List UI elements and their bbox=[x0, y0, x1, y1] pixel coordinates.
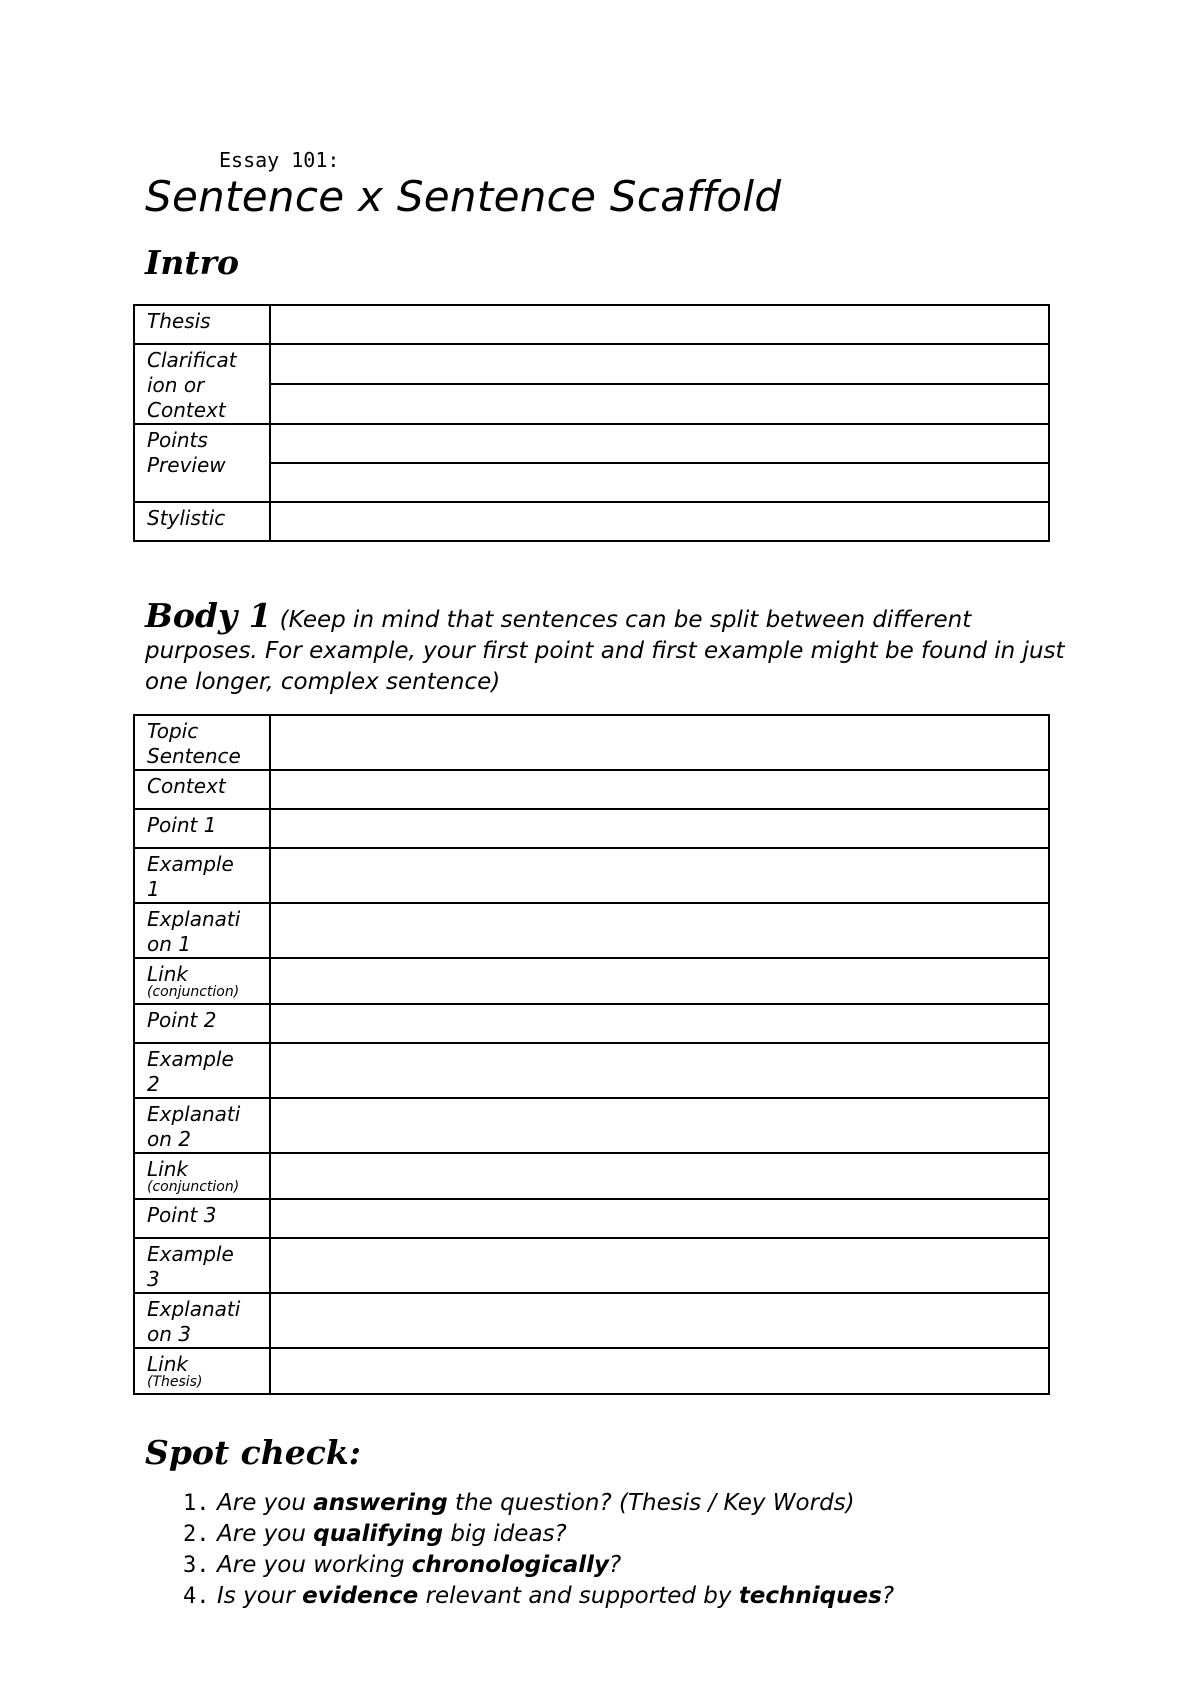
body1-row bbox=[134, 1238, 1049, 1293]
body1-row bbox=[134, 770, 1049, 809]
body1-row-label-sub: (conjunction) bbox=[147, 984, 240, 1000]
body1-row-input[interactable] bbox=[270, 1293, 1049, 1348]
body1-row bbox=[134, 1293, 1049, 1348]
body1-row-input[interactable] bbox=[270, 903, 1049, 958]
body1-note: (Keep in mind that sentences can be split between different purposes. For example, your first point and first example might be found in just one longer, complex sentence) bbox=[145, 607, 1065, 695]
page-title: Sentence x Sentence Scaffold bbox=[145, 172, 782, 221]
intro-label-stylistic: Stylistic bbox=[134, 502, 270, 541]
body1-row-label-text: Point 2 bbox=[147, 1008, 217, 1032]
body1-row-label-sub: (conjunction) bbox=[147, 1179, 240, 1195]
intro-heading: Intro bbox=[145, 243, 240, 282]
body1-row-label-text: Point 1 bbox=[147, 813, 217, 837]
spot-check-item: 3. Are you working chronologically? bbox=[183, 1552, 622, 1578]
body1-row-label-text: Link bbox=[147, 962, 188, 986]
spot-check-item: 2. Are you qualifying big ideas? bbox=[183, 1521, 567, 1547]
body1-row-input[interactable] bbox=[270, 1153, 1049, 1199]
body1-row-input[interactable] bbox=[270, 1098, 1049, 1153]
body1-row-label-text: Topic Sentence bbox=[147, 719, 241, 768]
body1-row-label-sub: (Thesis) bbox=[147, 1374, 203, 1390]
body1-row-input[interactable] bbox=[270, 1348, 1049, 1394]
intro-row-stylistic bbox=[134, 502, 1049, 541]
intro-points-preview-input-1[interactable] bbox=[271, 425, 1048, 462]
body1-row bbox=[134, 715, 1049, 770]
body1-row-label bbox=[134, 1293, 270, 1348]
body1-row-input[interactable] bbox=[270, 1043, 1049, 1098]
essay-kicker: Essay 101: bbox=[219, 148, 340, 172]
intro-points-preview-cell bbox=[270, 424, 1049, 502]
spot-check-list bbox=[183, 1488, 894, 1612]
body1-row-input[interactable] bbox=[270, 848, 1049, 903]
body1-row-label-text: Context bbox=[147, 774, 226, 798]
body1-row-input[interactable] bbox=[270, 1238, 1049, 1293]
body1-row-label bbox=[134, 848, 270, 903]
body1-row-input[interactable] bbox=[270, 1004, 1049, 1043]
body1-row-label-text: Example 2 bbox=[147, 1047, 234, 1096]
spot-check-heading: Spot check: bbox=[145, 1433, 361, 1472]
body1-row-label bbox=[134, 1238, 270, 1293]
body1-row-label-text: Explanati on 3 bbox=[147, 1297, 241, 1346]
body1-heading-block bbox=[145, 596, 1065, 698]
intro-points-preview-input-2[interactable] bbox=[271, 462, 1048, 501]
body1-row-label bbox=[134, 809, 270, 848]
body1-row bbox=[134, 958, 1049, 1004]
intro-stylistic-input[interactable] bbox=[270, 502, 1049, 541]
body1-row-label-text: Link bbox=[147, 1352, 188, 1376]
body1-row-label bbox=[134, 770, 270, 809]
body1-row-label bbox=[134, 1348, 270, 1394]
intro-thesis-input[interactable] bbox=[270, 305, 1049, 344]
body1-heading: Body 1 bbox=[145, 596, 272, 635]
body1-row bbox=[134, 1004, 1049, 1043]
spot-check-item: 4. Is your evidence relevant and supported by techniques? bbox=[183, 1583, 895, 1609]
body1-row-label bbox=[134, 958, 270, 1004]
intro-row-thesis bbox=[134, 305, 1049, 344]
intro-row-points-preview bbox=[134, 424, 1049, 502]
body1-row bbox=[134, 809, 1049, 848]
body1-row-label-text: Explanati on 2 bbox=[147, 1102, 241, 1151]
intro-row-clarification bbox=[134, 344, 1049, 424]
body1-table bbox=[133, 714, 1050, 1395]
intro-clarification-input-2[interactable] bbox=[271, 383, 1048, 423]
body1-row bbox=[134, 1153, 1049, 1199]
body1-row-label bbox=[134, 1199, 270, 1238]
body1-row bbox=[134, 1043, 1049, 1098]
body1-row-label-text: Example 1 bbox=[147, 852, 234, 901]
spot-check-item: 1. Are you answering the question? (Thesis / Key Words) bbox=[183, 1490, 855, 1516]
body1-row-label-text: Example 3 bbox=[147, 1242, 234, 1291]
body1-row-label bbox=[134, 1004, 270, 1043]
intro-clarification-input-1[interactable] bbox=[271, 345, 1048, 383]
body1-row-label-text: Explanati on 1 bbox=[147, 907, 241, 956]
body1-row-input[interactable] bbox=[270, 715, 1049, 770]
intro-table bbox=[133, 304, 1050, 542]
body1-row bbox=[134, 1348, 1049, 1394]
intro-label-clarification: Clarificat ion or Context bbox=[134, 344, 270, 424]
intro-label-points-preview: Points Preview bbox=[134, 424, 270, 502]
body1-row-label-text: Link bbox=[147, 1157, 188, 1181]
intro-clarification-cell bbox=[270, 344, 1049, 424]
body1-row bbox=[134, 1199, 1049, 1238]
body1-row-input[interactable] bbox=[270, 770, 1049, 809]
body1-row-label bbox=[134, 1043, 270, 1098]
body1-row-input[interactable] bbox=[270, 1199, 1049, 1238]
body1-row-input[interactable] bbox=[270, 958, 1049, 1004]
body1-row-label-text: Point 3 bbox=[147, 1203, 217, 1227]
body1-row bbox=[134, 1098, 1049, 1153]
body1-row-input[interactable] bbox=[270, 809, 1049, 848]
body1-row-label bbox=[134, 715, 270, 770]
body1-row-label bbox=[134, 1098, 270, 1153]
body1-row bbox=[134, 903, 1049, 958]
body1-row-label bbox=[134, 903, 270, 958]
body1-row-label bbox=[134, 1153, 270, 1199]
body1-row bbox=[134, 848, 1049, 903]
intro-label-thesis: Thesis bbox=[134, 305, 270, 344]
